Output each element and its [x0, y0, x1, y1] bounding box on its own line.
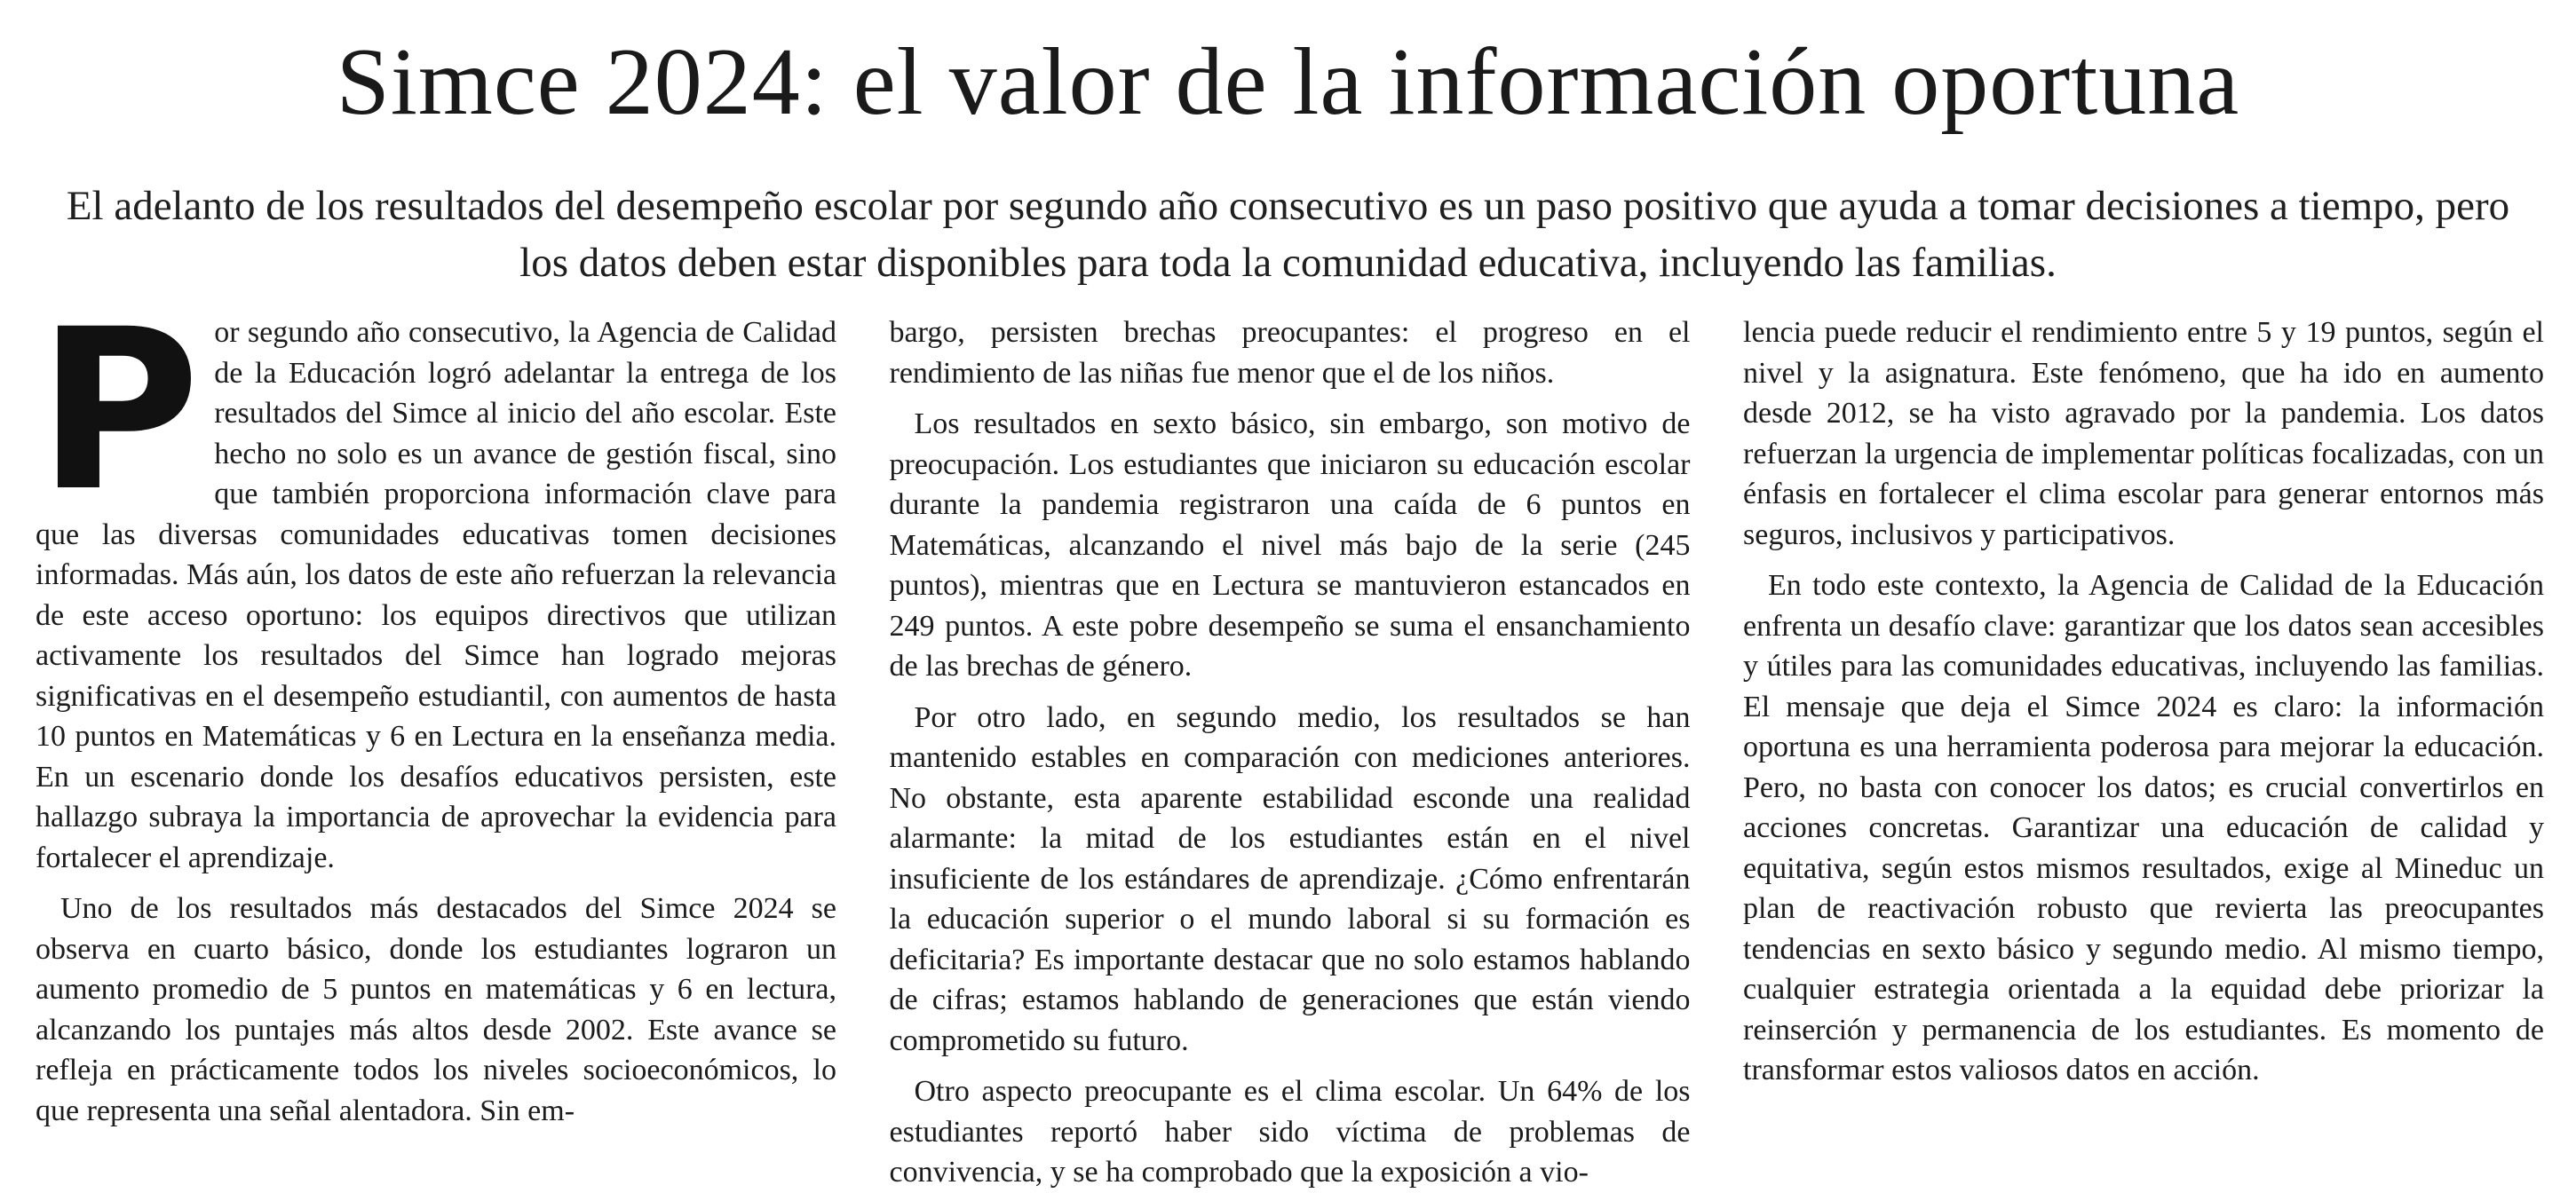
paragraph [36, 281, 836, 878]
column-2 [889, 312, 1691, 1189]
article-body [36, 281, 2544, 1189]
paragraph: Otro aspecto preocupante es el clima escolar. Un 64% de los estudiantes reportó haber sido víctima de problemas de convivencia, y se ha comprobado que la exposición a vio- [889, 1075, 1691, 1189]
paragraph-text: or segundo año consecutivo, la Agencia de Calidad de la Educación logró adelantar la entrega de los resultados del Simce al inicio del año escolar. Este hecho no solo es un avance de gestión fiscal, sino que también proporciona información clave para que las diversas comunidades educativas tomen decisiones informadas. Más aún, los datos de este año refuerzan la relevancia de este acceso oportuno: los equipos directivos que utilizan activamente los resultados del Simce han logrado mejoras significativas en el desempeño estudiantil, con aumentos de hasta 10 puntos en Matemáticas y 6 en Lectura en la enseñanza media. En un escenario donde los desafíos educativos persisten, este hallazgo subraya la importancia de aprovechar la evidencia para fortalecer el aprendizaje. [36, 316, 836, 874]
paragraph: bargo, persisten brechas preocupantes: el progreso en el rendimiento de las niñas fue menor que el de los niños. [889, 316, 1691, 390]
column-3 [1743, 312, 2544, 1156]
article-headline: Simce 2024: el valor de la información oportuna [336, 29, 2240, 135]
paragraph: lencia puede reducir el rendimiento entre 5 y 19 puntos, según el nivel y la asignatura. Este fenómeno, que ha ido en aumento desde 2012, se ha visto agravado por la pandemia. Los datos refuerzan la urgencia de implementar políticas focalizadas, con un énfasis en fortalecer el clima escolar para generar entornos más seguros, inclusivos y participativos. [1743, 316, 2544, 551]
paragraph: Por otro lado, en segundo medio, los resultados se han mantenido estables en comparación con mediciones anteriores. No obstante, esta aparente estabilidad esconde una realidad alarmante: la mitad de los estudiantes están en el nivel insuficiente de los estándares de aprendizaje. ¿Cómo enfrentarán la educación superior o el mundo laboral si su formación es deficitaria? Es importante destacar que no solo estamos hablando de cifras; estamos hablando de generaciones que están viendo comprometido su futuro. [889, 700, 1691, 1057]
article-subhead: El adelanto de los resultados del desempeño escolar por segundo año consecutivo es un paso positivo que ayuda a tomar decisiones a tiempo, pero los datos deben estar disponibles para toda la comunidad educativa, incluyendo las familias. [66, 183, 2510, 286]
paragraph: Los resultados en sexto básico, sin embargo, son motivo de preocupación. Los estudiantes que iniciaron su educación escolar durante la pandemia registraron una caída de 6 puntos en Matemáticas, alcanzando el nivel más bajo de la serie (245 puntos), mientras que en Lectura se mantuvieron estancados en 249 puntos. A este pobre desempeño se suma el ensanchamiento de las brechas de género. [889, 407, 1691, 683]
paragraph: Uno de los resultados más destacados del Simce 2024 se observa en cuarto básico, donde los estudiantes lograron un aumento promedio de 5 puntos en matemáticas y 6 en lectura, alcanzando los puntajes más altos desde 2002. Este avance se refleja en prácticamente todos los niveles socioeconómicos, lo que representa una señal alentadora. Sin em- [36, 892, 836, 1127]
paragraph: En todo este contexto, la Agencia de Calidad de la Educación enfrenta un desafío clave: garantizar que los datos sean accesibles y útiles para las comunidades educativas, incluyendo las familias. El mensaje que deja el Simce 2024 es claro: la información oportuna es una herramienta poderosa para mejorar la educación. Pero, no basta con conocer los datos; es crucial convertirlos en acciones concretas. Garantizar una educación de calidad y equitativa, según estos mismos resultados, exige al Mineduc un plan de reactivación robusto que revierta las preocupantes tendencias en sexto básico y segundo medio. Al mismo tiempo, cualquier estrategia orientada a la equidad debe priorizar la reinserción y permanencia de los estudiantes. Es momento de transformar estos valiosos datos en acción. [1743, 569, 2544, 1086]
column-1 [36, 281, 836, 1156]
drop-cap: P [37, 281, 201, 540]
